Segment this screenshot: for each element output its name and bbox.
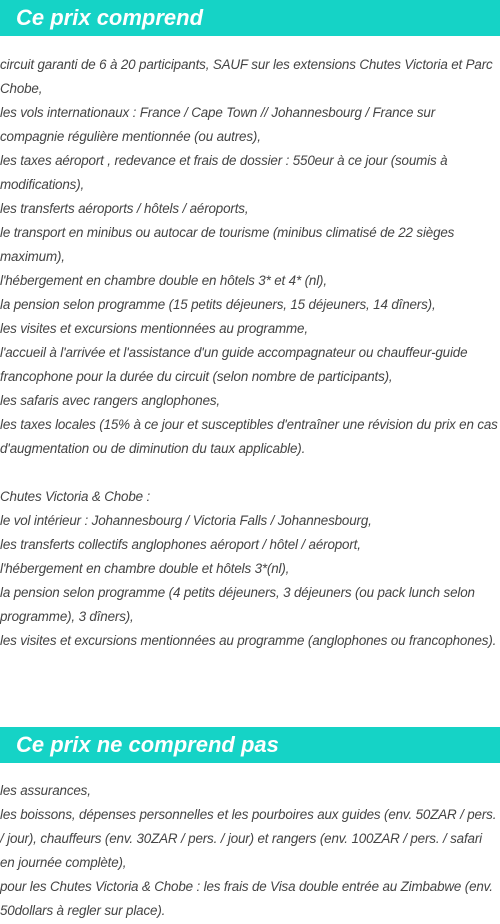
includes-item: la pension selon programme (15 petits déjeuners, 15 déjeuners, 14 dîners),	[0, 297, 436, 312]
section-title-excludes: Ce prix ne comprend pas	[0, 727, 500, 763]
includes-item: l'hébergement en chambre double en hôtels 3* et 4* (nl),	[0, 273, 327, 288]
excludes-item: les assurances,	[0, 783, 91, 798]
includes-item: l'accueil à l'arrivée et l'assistance d'un guide accompagnateur ou chauffeur-guide francophone pour la durée du circuit (selon nombre de participants),	[0, 345, 468, 384]
extension-title: Chutes Victoria & Chobe :	[0, 489, 151, 504]
extension-item: la pension selon programme (4 petits déjeuners, 3 déjeuners (ou pack lunch selon programme), 3 dîners),	[0, 585, 475, 624]
includes-item: les taxes locales (15% à ce jour et susceptibles d'entraîner une révision du prix en cas d'augmentation ou de diminution du taux applicable).	[0, 417, 498, 456]
includes-item: les vols internationaux : France / Cape Town // Johannesbourg / France sur compagnie régulière mentionnée (ou autres),	[0, 105, 436, 144]
extension-item: l'hébergement en chambre double et hôtels 3*(nl),	[0, 561, 290, 576]
includes-item: les safaris avec rangers anglophones,	[0, 393, 220, 408]
includes-list	[0, 53, 500, 653]
excludes-item: pour les Chutes Victoria & Chobe : les frais de Visa double entrée au Zimbabwe (env. 50dollars à regler sur place).	[0, 879, 493, 918]
extension-item: les visites et excursions mentionnées au programme (anglophones ou francophones).	[0, 633, 497, 648]
includes-item: circuit garanti de 6 à 20 participants, SAUF sur les extensions Chutes Victoria et Parc Chobe,	[0, 57, 493, 96]
excludes-list	[0, 779, 500, 923]
includes-item: les visites et excursions mentionnées au programme,	[0, 321, 308, 336]
excludes-item: les boissons, dépenses personnelles et les pourboires aux guides (env. 50ZAR / pers. / jour), chauffeurs (env. 30ZAR / pers. / jour) et rangers (env. 100ZAR / pers. / safari en journée complète),	[0, 807, 497, 870]
includes-item: les taxes aéroport , redevance et frais de dossier : 550eur à ce jour (soumis à modifications),	[0, 153, 448, 192]
extension-item: les transferts collectifs anglophones aéroport / hôtel / aéroport,	[0, 537, 361, 552]
section-title-includes: Ce prix comprend	[0, 0, 500, 36]
paragraph-spacer	[0, 461, 500, 485]
includes-item: le transport en minibus ou autocar de tourisme (minibus climatisé de 22 sièges maximum),	[0, 225, 455, 264]
includes-item: les transferts aéroports / hôtels / aéroports,	[0, 201, 249, 216]
extension-item: le vol intérieur : Johannesbourg / Victoria Falls / Johannesbourg,	[0, 513, 372, 528]
